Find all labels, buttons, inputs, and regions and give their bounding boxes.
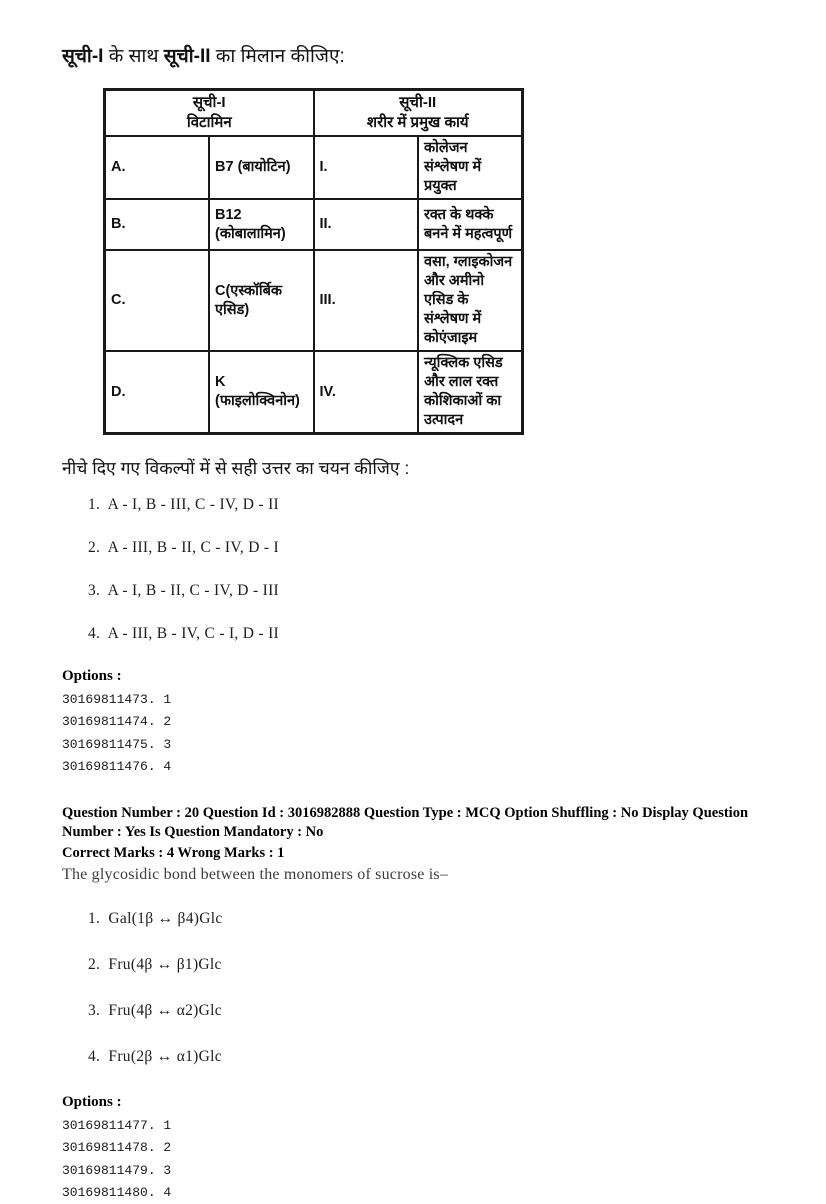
option-id: 30169811474. 2 — [62, 714, 172, 730]
numeral-cell: III. — [314, 250, 419, 351]
vitamin-cell: C(एस्कॉर्बिक एसिड) — [209, 250, 314, 351]
options-label: Options : — [62, 668, 122, 684]
choice-text: A - III, B - IV, C - I, D - II — [107, 625, 279, 642]
option-id: 30169811475. 3 — [62, 736, 172, 752]
function-cell: न्यूक्लिक एसिड और लाल रक्त कोशिकाओं का उत्पादन — [418, 351, 523, 434]
list1-title-part: सूची-I — [62, 46, 104, 67]
numeral-cell: I. — [314, 136, 419, 199]
title-suffix: का मिलान कीजिए: — [210, 46, 345, 67]
row-letter-cell: D. — [105, 351, 210, 434]
q19-option-id-list — [62, 689, 771, 778]
row-letter-cell: B. — [105, 199, 210, 250]
choice-text: Fru(2β ↔ α1)Glc — [108, 1048, 222, 1066]
option-id: 30169811479. 3 — [62, 1162, 172, 1178]
option-id: 30169811480. 4 — [62, 1185, 172, 1201]
question-text: The glycosidic bond between the monomers of sucrose is– — [62, 866, 449, 884]
table-row — [105, 199, 523, 250]
option-id: 30169811478. 2 — [62, 1140, 172, 1156]
answer-choice — [88, 909, 771, 929]
q20-option-id-list — [62, 1115, 771, 1204]
options-label: Options : — [62, 1094, 122, 1111]
choice-number: 1. — [88, 496, 101, 513]
q19-choice-list — [88, 495, 771, 644]
choice-text: A - I, B - II, C - IV, D - III — [107, 582, 279, 599]
list2-header-line2: शरीर में प्रमुख कार्य — [366, 114, 469, 131]
question-metadata — [62, 804, 774, 842]
table-row — [105, 351, 523, 434]
question-19-block — [62, 45, 771, 778]
option-id: 30169811477. 1 — [62, 1118, 172, 1134]
function-cell: कोलेजन संश्लेषण में प्रयुक्त — [418, 136, 523, 199]
choice-text: A - III, B - II, C - IV, D - I — [107, 539, 279, 556]
function-cell: वसा, ग्लाइकोजन और अमीनो एसिड के संश्लेषण में कोएंजाइम — [418, 250, 523, 351]
answer-choice — [88, 1001, 771, 1021]
option-id: 30169811473. 1 — [62, 692, 172, 707]
question-metadata-line2: Number : Yes Is Question Mandatory : No — [62, 824, 324, 841]
choice-number: 3. — [88, 582, 101, 599]
vitamin-cell: B7 (बायोटिन) — [209, 136, 314, 199]
list1-header-line1: सूची-I — [192, 94, 226, 111]
list2-header-line1: सूची-II — [399, 94, 437, 111]
table-header-row — [105, 90, 523, 137]
list2-title-part: सूची-II — [163, 46, 211, 67]
vitamin-cell: B12 (कोबालामिन) — [209, 199, 314, 250]
option-id: 30169811476. 4 — [62, 758, 172, 774]
function-cell: रक्त के थक्के बनने में महत्वपूर्ण — [418, 199, 523, 250]
marks-info: Correct Marks : 4 Wrong Marks : 1 — [62, 845, 285, 862]
vitamin-cell: K (फाइलोक्विनोन) — [209, 351, 314, 434]
choice-number: 1. — [88, 910, 101, 928]
list2-header — [314, 90, 523, 137]
title-connector: के साथ — [103, 46, 164, 67]
answer-choice — [88, 1047, 771, 1067]
row-letter-cell: A. — [105, 136, 210, 199]
choice-text: A - I, B - III, C - IV, D - II — [107, 496, 279, 513]
choice-number: 4. — [88, 625, 101, 642]
select-answer-instruction: नीचे दिए गए विकल्पों में से सही उत्तर का चयन कीजिए : — [62, 458, 410, 478]
choice-number: 2. — [88, 956, 101, 974]
question-20-block — [62, 804, 771, 1204]
choice-number: 2. — [88, 539, 101, 556]
choice-number: 4. — [88, 1048, 101, 1066]
q20-choice-list — [88, 909, 771, 1067]
table-row — [105, 136, 523, 199]
table-row — [105, 250, 523, 351]
choice-text: Fru(4β ↔ α2)Glc — [108, 1002, 222, 1020]
row-letter-cell: C. — [105, 250, 210, 351]
answer-choice — [88, 581, 771, 601]
list1-header — [105, 90, 314, 137]
question-metadata-line1: Question Number : 20 Question Id : 3016982888 Question Type : MCQ Option Shuffling : No Display Question — [62, 805, 749, 822]
choice-text: Fru(4β ↔ β1)Glc — [108, 956, 222, 974]
answer-choice — [88, 955, 771, 975]
choice-text: Gal(1β ↔ β4)Glc — [108, 910, 223, 928]
answer-choice — [88, 624, 771, 644]
vitamin-match-table — [103, 88, 524, 435]
list1-header-line2: विटामिन — [186, 114, 232, 131]
answer-choice — [88, 538, 771, 558]
numeral-cell: IV. — [314, 351, 419, 434]
answer-choice — [88, 495, 771, 515]
match-lists-title — [62, 45, 771, 69]
numeral-cell: II. — [314, 199, 419, 250]
choice-number: 3. — [88, 1002, 101, 1020]
